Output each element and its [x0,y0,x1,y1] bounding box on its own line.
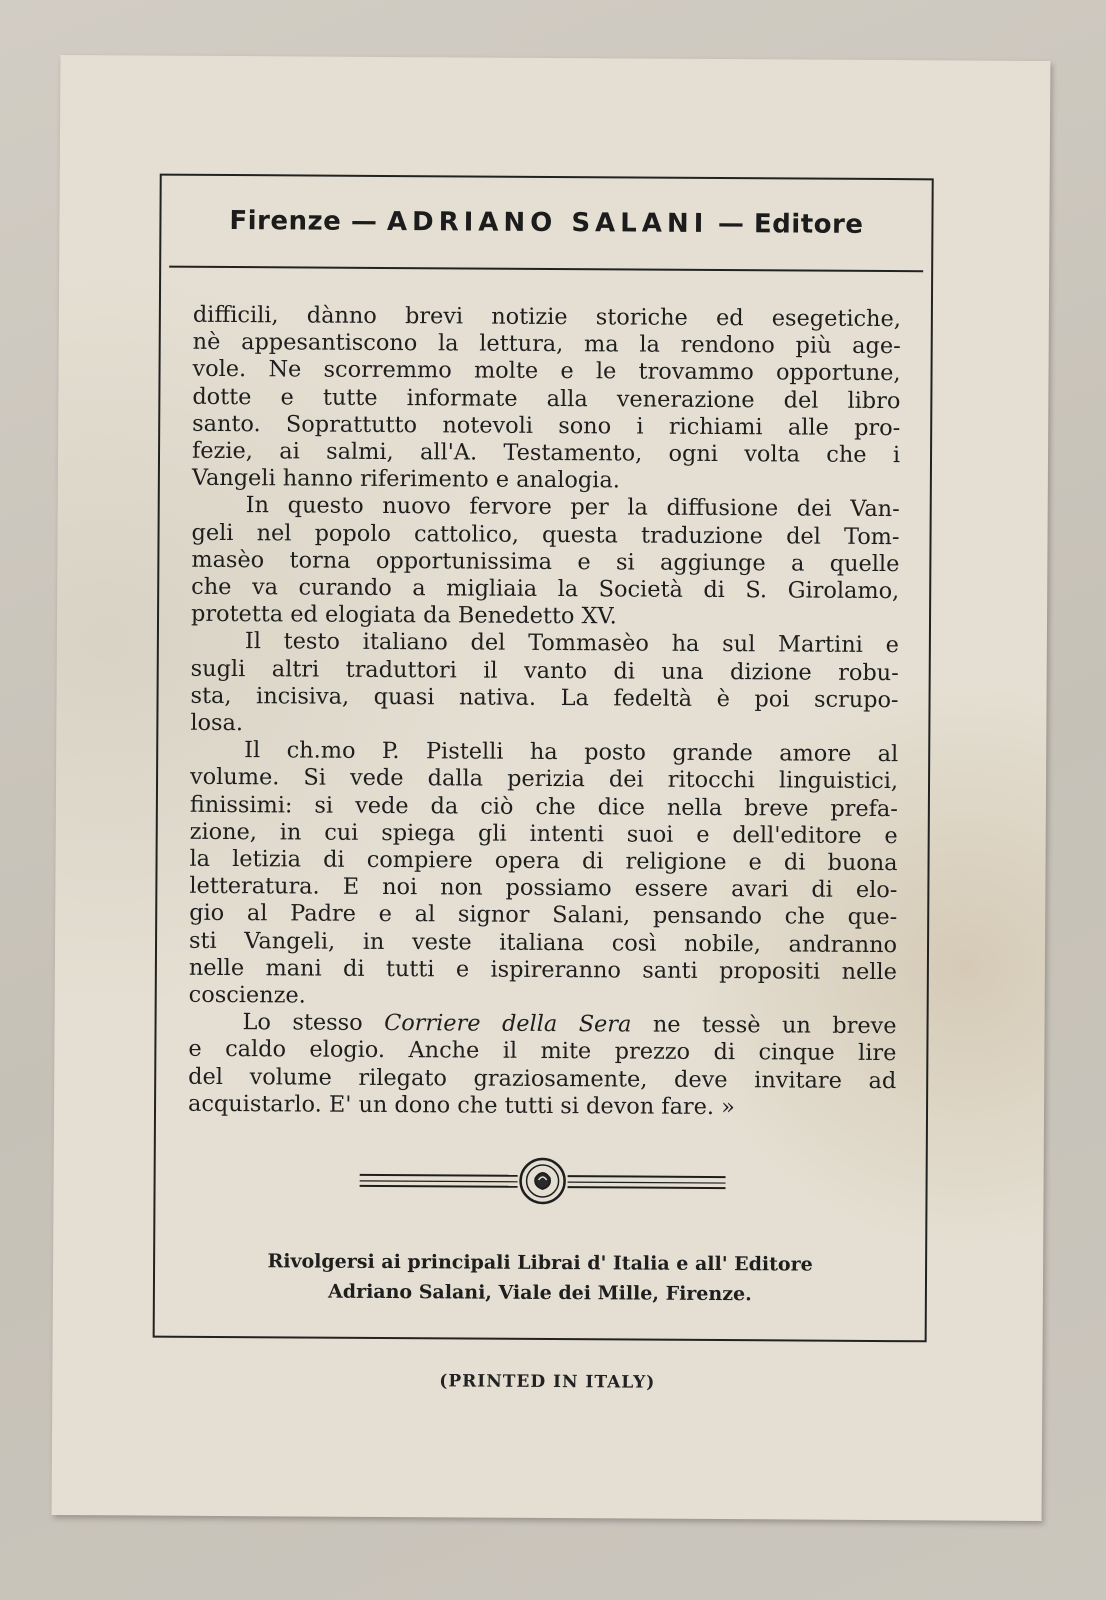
text-line: nelle mani di tutti e ispireranno santi propositi nelle [188,954,897,985]
text-line: del volume rilegato graziosamente, deve invitare ad [188,1063,897,1094]
text-line: masèo torna opportunissima e si aggiunge a quelle [191,546,900,577]
text-line: finissimi: si vede da ciò che dice nella breve prefa- [189,791,898,822]
text-line: gio al Padre e al signor Salani, pensando che que- [189,900,898,931]
corriere-prefix: Lo stesso [242,1009,385,1037]
text-line: la letizia di compiere opera di religione e di buona [189,845,898,877]
text-line: fezie, ai salmi, all'A. Testamento, ogni volta che i [191,437,901,469]
header-publisher: ADRIANO SALANI [386,206,709,239]
corriere-suffix: ne tessè un breve [631,1011,897,1040]
text-line: volume. Si vede dalla perizia dei ritocchi linguistici, [189,764,899,795]
header-dash: — [350,206,378,237]
contact-info [155,1246,925,1311]
header-city: Firenze [229,206,342,237]
review-text [188,302,901,1122]
text-line: sta, incisiva, quasi nativa. La fedeltà è poi scrupo- [190,682,899,713]
text-line: Vangeli hanno riferimento e analogia. [191,465,620,494]
text-line: geli nel popolo cattolico, questa traduzione del Tom- [191,519,900,550]
text-line: santo. Soprattutto notevoli sono i richiami alle pro- [192,410,901,441]
text-line: difficili, dànno brevi notizie storiche ed esegetiche, [192,301,901,333]
contact-line: Adriano Salani, Viale dei Mille, Firenze. [328,1280,752,1306]
header-dash: — [717,209,745,240]
text-line: e caldo elogio. Anche il mite prezzo di cinque lire [188,1036,897,1067]
text-line: letteratura. E noi non possiamo essere avari di elo- [189,873,898,904]
book-back-cover [52,55,1051,1521]
text-line-corriere [188,1009,896,1041]
text-line: sti Vangeli, in veste italiana così nobile, andranno [188,927,898,958]
text-line: che va curando a migliaia la Società di S. Girolamo, [191,573,900,605]
contact-line: Rivolgersi ai principali Librai d' Italia e all' Editore [267,1250,813,1276]
printed-in-italy: (PRINTED IN ITALY) [439,1371,656,1393]
text-line: In questo nuovo fervore per la diffusione dei Van- [245,492,900,523]
publisher-header [161,206,931,241]
text-line: nè appesantiscono la lettura, ma la rendono più age- [192,329,901,360]
corriere-title: Corriere della Sera [384,1010,632,1038]
text-line: losa. [190,709,244,737]
rose-ornament-divider [359,1155,725,1207]
text-line: Il testo italiano del Tommasèo ha sul Martini e [244,628,899,659]
text-line: dotte e tutte informate alla venerazione del libro [192,383,901,414]
text-line: Il ch.mo P. Pistelli ha posto grande amore al [244,737,899,768]
text-line: protetta ed elogiata da Benedetto XV. [190,601,617,630]
text-line: coscienze. [188,981,306,1009]
text-line: acquistarlo. E' un dono che tutti si devon fare. » [187,1090,735,1121]
header-divider [169,266,923,273]
text-line: vole. Ne scorremmo molte e le trovammo opportune, [192,356,901,387]
text-line: zione, in cui spiega gli intenti suoi e dell'editore e [189,818,898,849]
text-line: sugli altri traduttori il vanto di una dizione robu- [190,655,899,686]
text-frame [153,174,934,1343]
header-role: Editore [753,209,864,240]
